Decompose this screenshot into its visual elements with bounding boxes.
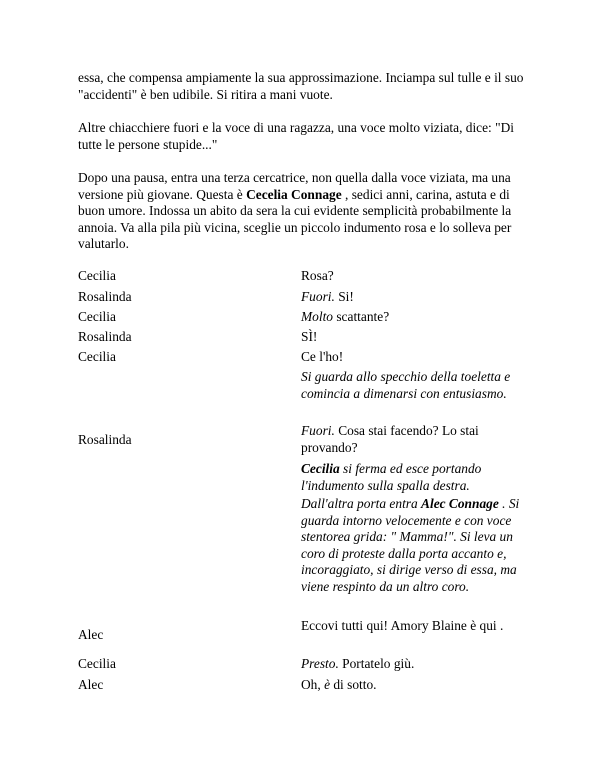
dialogue-line — [301, 309, 531, 326]
stage-text: Dall'altra porta entra — [301, 496, 422, 511]
emphasis-text: Molto — [301, 309, 333, 324]
stage-direction — [301, 461, 531, 494]
narrative-paragraph: essa, che compensa ampiamente la sua approssimazione. Inciampa sul tulle e il suo "accidenti" è ben udibile. Si ritira a mani vuote. — [78, 70, 524, 102]
stage-text: . Si guarda intorno velocemente e con voce stentorea grida: " Mamma!". Si leva un coro di proteste dalla porta accanto e, incoraggiato, si dirige verso di essa, ma viene respinto da un altro coro. — [301, 496, 520, 594]
stage-direction-inline: Presto. — [301, 656, 339, 671]
stage-direction-inline: Fuori. — [301, 423, 335, 438]
narrative-text: , sedici anni, carina, astuta e di buon umore. Indossa un abito da sera la cui evidente semplicità probabilmente la annoia. Va alla pila più vicina, sceglie un piccolo indumento rosa e lo solleva per valutarlo. — [78, 186, 512, 251]
stage-direction-inline: Fuori. — [301, 289, 335, 304]
dialogue-text: scattante? — [333, 309, 390, 324]
character-name: Cecelia Connage — [246, 186, 342, 202]
character-name: Alec Connage — [421, 496, 499, 511]
dialogue-line: Ce l'ho! — [301, 349, 344, 364]
stage-direction: Si guarda allo specchio della toeletta e comincia a dimenarsi con entusiasmo. — [301, 369, 511, 401]
speaker-name: Rosalinda — [78, 329, 132, 344]
speaker-name: Rosalinda — [78, 432, 132, 447]
speaker-name: Cecilia — [78, 309, 116, 324]
dialogue-line: Rosa? — [301, 268, 334, 283]
narrative-text: Dopo una pausa, entra una terza cercatrice, non quella dalla voce viziata, ma una versione più giovane. Questa è — [78, 170, 511, 202]
dialogue-text: Oh, — [301, 677, 325, 692]
dialogue-line: Eccovi tutti qui! Amory Blaine è qui . — [301, 618, 504, 633]
dialogue-text: Si! — [334, 289, 354, 304]
speaker-name: Cecilia — [78, 349, 116, 364]
dialogue-text: Portatelo giù. — [338, 656, 415, 671]
speaker-name: Alec — [78, 627, 104, 642]
dialogue-line: SÌ! — [301, 329, 318, 344]
dialogue-line — [301, 656, 531, 673]
speaker-name: Rosalinda — [78, 289, 132, 304]
dialogue-line — [301, 677, 531, 694]
dialogue-line — [301, 423, 531, 456]
speaker-name: Alec — [78, 677, 104, 692]
dialogue-text: Cosa stai facendo? Lo stai provando? — [301, 423, 479, 455]
dialogue-line — [301, 289, 531, 306]
emphasis-text: è — [324, 677, 331, 692]
narrative-paragraph: Altre chiacchiere fuori e la voce di una ragazza, una voce molto viziata, dice: "Di tutte le persone stupide..." — [78, 120, 514, 152]
character-name: Cecilia — [301, 461, 340, 476]
narrative-paragraph — [78, 170, 528, 253]
speaker-name: Cecilia — [78, 656, 116, 671]
stage-text: si ferma ed esce portando l'indumento sulla spalla destra. — [301, 461, 482, 493]
dialogue-text: di sotto. — [330, 677, 377, 692]
stage-direction — [301, 496, 531, 595]
speaker-name: Cecilia — [78, 268, 116, 283]
